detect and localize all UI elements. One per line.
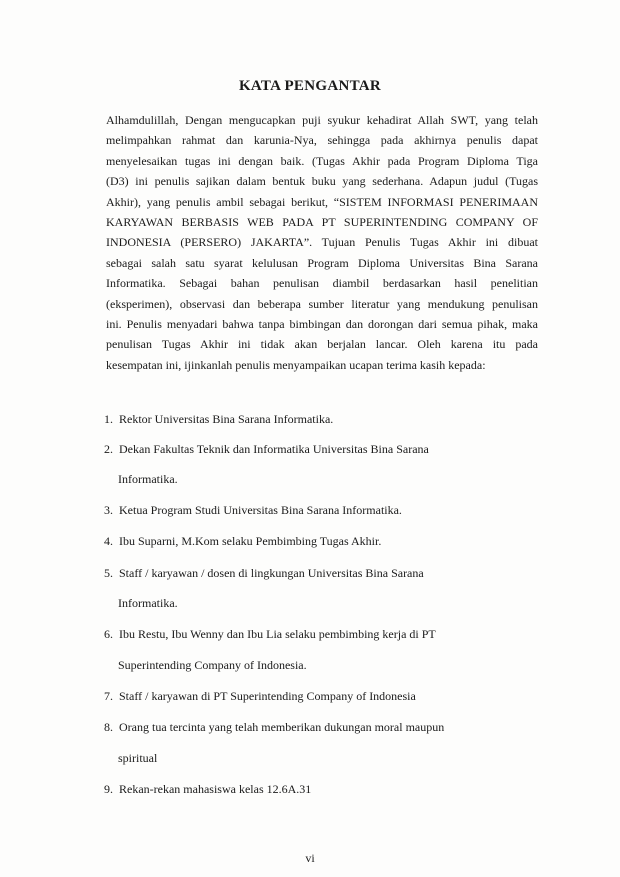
list-text: Staff / karyawan / dosen di lingkungan Universitas Bina Sarana — [119, 566, 424, 580]
list-item — [104, 627, 436, 642]
list-item-continuation: Informatika. — [118, 596, 178, 610]
page-number: vi — [305, 851, 315, 865]
list-number: 2. — [104, 442, 113, 456]
paragraph-line: kesempatan ini, ijinkanlah penulis menyampaikan ucapan terima kasih kepada: — [106, 357, 486, 372]
list-item-continuation: Informatika. — [118, 472, 178, 486]
list-number: 3. — [104, 503, 113, 517]
list-item — [104, 412, 333, 427]
list-item — [104, 720, 444, 735]
list-text: Dekan Fakultas Teknik dan Informatika Universitas Bina Sarana — [119, 442, 429, 456]
list-item — [104, 534, 381, 549]
paragraph-line: penulisan Tugas Akhir ini tidak akan berjalan lancar. Oleh karena itu pada — [106, 337, 538, 352]
paragraph-line: INDONESIA (PERSERO) JAKARTA”. Tujuan Penulis Tugas Akhir ini dibuat — [106, 235, 538, 250]
paragraph-line: Informatika. Sebagai bahan penulisan diambil berdasarkan hasil penelitian — [106, 276, 538, 291]
paragraph-line: (eksperimen), observasi dan beberapa sumber literatur yang mendukung penulisan — [106, 296, 538, 311]
list-item — [104, 689, 416, 704]
list-number: 4. — [104, 534, 113, 548]
list-text: Ibu Restu, Ibu Wenny dan Ibu Lia selaku pembimbing kerja di PT — [119, 627, 436, 641]
preface-paragraph — [106, 110, 538, 375]
list-text: Orang tua tercinta yang telah memberikan dukungan moral maupun — [119, 720, 445, 734]
paragraph-line: sebagai salah satu syarat kelulusan Program Diploma Universitas Bina Sarana — [106, 255, 538, 270]
list-text: Rekan-rekan mahasiswa kelas 12.6A.31 — [119, 782, 312, 796]
list-item — [104, 503, 402, 518]
list-number: 9. — [104, 782, 113, 796]
paragraph-line: Akhir), yang penulis ambil sebagai berikut, “SISTEM INFORMASI PENERIMAAN — [106, 194, 538, 209]
paragraph-line: KARYAWAN BERBASIS WEB PADA PT SUPERINTENDING COMPANY OF — [106, 215, 538, 230]
list-item-continuation: Superintending Company of Indonesia. — [118, 658, 307, 672]
list-item — [104, 442, 429, 457]
list-number: 5. — [104, 566, 113, 580]
list-text: Staff / karyawan di PT Superintending Company of Indonesia — [119, 689, 416, 703]
paragraph-line: ini. Penulis menyadari bahwa tanpa bimbingan dan dorongan dari semua pihak, maka — [106, 317, 538, 332]
paragraph-line: Alhamdulillah, Dengan mengucapkan puji syukur kehadirat Allah SWT, yang telah — [106, 113, 538, 127]
list-number: 6. — [104, 627, 113, 641]
list-item-continuation: spiritual — [118, 751, 158, 765]
paragraph-line: (D3) ini penulis sajikan dalam bentuk buku yang sederhana. Adapun judul (Tugas — [106, 174, 538, 189]
list-text: Ketua Program Studi Universitas Bina Sarana Informatika. — [119, 503, 402, 517]
list-text: Ibu Suparni, M.Kom selaku Pembimbing Tugas Akhir. — [119, 534, 382, 548]
paragraph-line: menyelesaikan tugas ini dengan baik. (Tugas Akhir pada Program Diploma Tiga — [106, 153, 538, 168]
list-number: 1. — [104, 412, 113, 426]
list-number: 8. — [104, 720, 113, 734]
list-item — [104, 782, 311, 797]
list-number: 7. — [104, 689, 113, 703]
list-item — [104, 566, 424, 581]
page-title: KATA PENGANTAR — [238, 78, 382, 94]
paragraph-line: melimpahkan rahmat dan karunia-Nya, sehingga pada akhirnya penulis dapat — [106, 133, 538, 148]
list-text: Rektor Universitas Bina Sarana Informatika. — [119, 412, 334, 426]
